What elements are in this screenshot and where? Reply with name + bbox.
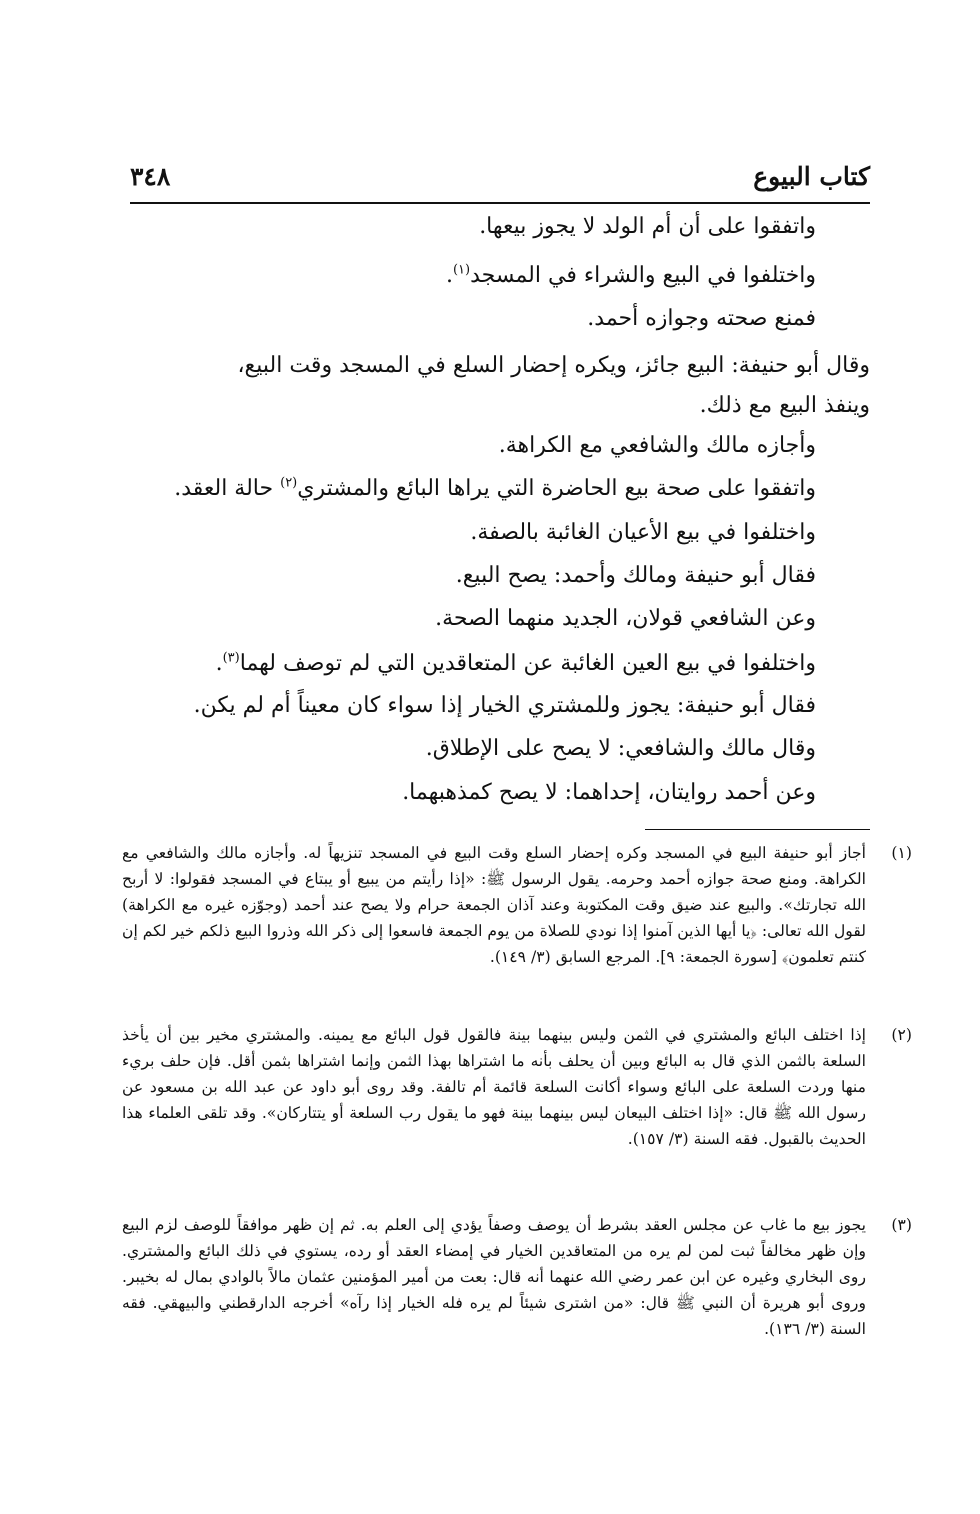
footnote-text: يجوز بيع ما غاب عن مجلس العقد بشرط أن يوصف وصفاً يؤدي إلى العلم به. ثم إن ظهر موافقاً للوصف لزم البيع وإن ظهر مخالفاً ثبت لمن لم يره من المتعاقدين الخيار في إمضاء العقد أو رده، يستوي في ذلك البائع والمشتري. روى البخاري وغيره عن ابن عمر رضي الله عنهما أنه قال: بعت من أمير المؤمنين عثمان مالاً بالوادي بمال له بخيبر. وروى أبو هريرة أن النبي ﷺ قال: «من اشترى شيئاً لم يره فله الخيار إذا رآه» أخرجه الدارقطني والبيهقي. فقه السنة (٣/ ١٣٦). [122,1216,866,1338]
text-line-6: وأجازه مالك والشافعي مع الكراهة. [498,433,816,458]
text-line-8: واختلفوا في بيع الأعيان الغائبة بالصفة. [470,520,816,545]
footnote-text: إذا اختلف البائع والمشتري في الثمن وليس بينهما بينة فالقول قول البائع مع يمينه. والمشتري مخير بين أن يأخذ السلعة بالثمن الذي قال به البائع وبين أن يحلف بأنه ما اشتراها بهذا الثمن وإنما اشتراها بثمن أقل. فإن حلف بريء منها وردت السلعة على البائع وسواء أكانت السلعة قائمة أم تالفة. وقد روى أبو داود عن عبد الله بن مسعود عن رسول الله ﷺ قال: «إذا اختلف البيعان ليس بينهما بينة فهو ما يقول رب السلعة أو يتتاركان». وقد تلقى العلماء هذا الحديث بالقبول. فقه السنة (٣/ ١٥٧). [122,1026,866,1148]
footnote-1 [122,840,912,970]
footnote-ref-2[interactable]: (٢) [280,475,298,491]
text-line-12: فقال أبو حنيفة: يجوز وللمشتري الخيار إذا سواء كان معيناً أم لم يكن. [193,693,816,718]
footnote-2 [122,1022,912,1152]
footnote-3 [122,1212,912,1342]
footnote-ref-1[interactable]: (١) [452,262,471,278]
footnote-ref-3[interactable]: (٣) [222,650,240,666]
running-title: كتاب البيوع [753,162,870,191]
text-line-4: وقال أبو حنيفة: البيع جائز، ويكره إحضار السلع في المسجد وقت البيع، [237,353,870,378]
page-number: ٣٤٨ [130,162,171,191]
text-line-9: فقال أبو حنيفة ومالك وأحمد: يصح البيع. [455,563,816,588]
text-line-10: وعن الشافعي قولان، الجديد منهما الصحة. [435,606,816,631]
text-line-14: وعن أحمد روايتان، إحداهما: لا يصح كمذهبهما. [402,780,816,805]
page-header [130,162,870,204]
text-line-2: واختلفوا في البيع والشراء في المسجد$^{(١)}$. [445,262,816,288]
text-line-5: وينفذ البيع مع ذلك. [699,393,870,418]
footnote-number: (١) [891,844,912,862]
footnote-separator [645,829,870,830]
footnote-text: أجاز أبو حنيفة البيع في المسجد وكره إحضار السلع وقت البيع في المسجد تنزيهاً له. وأجازه مالك والشافعي مع الكراهة. ومنع صحة جوازه أحمد وحرمه. يقول الرسول ﷺ: «إذا رأيتم من يبيع أو يبتاع في المسجد فقولوا: لا أربح الله تجارتك». والبيع عند ضيق وقت المكتوبة وعند آذان الجمعة حرام ولا يصح عند أحمد (وجوّزه غيره مع الكراهة) لقول الله تعالى: ﴿يا أيها الذين آمنوا إذا نودي للصلاة من يوم الجمعة فاسعوا إلى ذكر الله وذروا البيع ذلكم خير لكم إن كنتم تعلمون﴾ [سورة الجمعة: ٩]. المرجع السابق (٣/ ١٤٩). [122,844,866,966]
text-line-1: واتفقوا على أن أم الولد لا يجوز بيعها. [479,214,816,239]
text-line-13: وقال مالك والشافعي: لا يصح على الإطلاق. [425,736,816,761]
text-line-11: واختلفوا في بيع العين الغائبة عن المتعاقدين التي لم توصف لهما$^{(٣)}$. [215,650,816,676]
text-line-7: واتفقوا على صحة بيع الحاضرة التي يراها البائع والمشتري$^{(٢)}$ حالة العقد. [174,475,816,501]
text-line-3: فمنع صحته وجوازه أحمد. [587,306,816,331]
footnote-number: (٣) [891,1216,912,1234]
footnote-number: (٢) [891,1026,912,1044]
